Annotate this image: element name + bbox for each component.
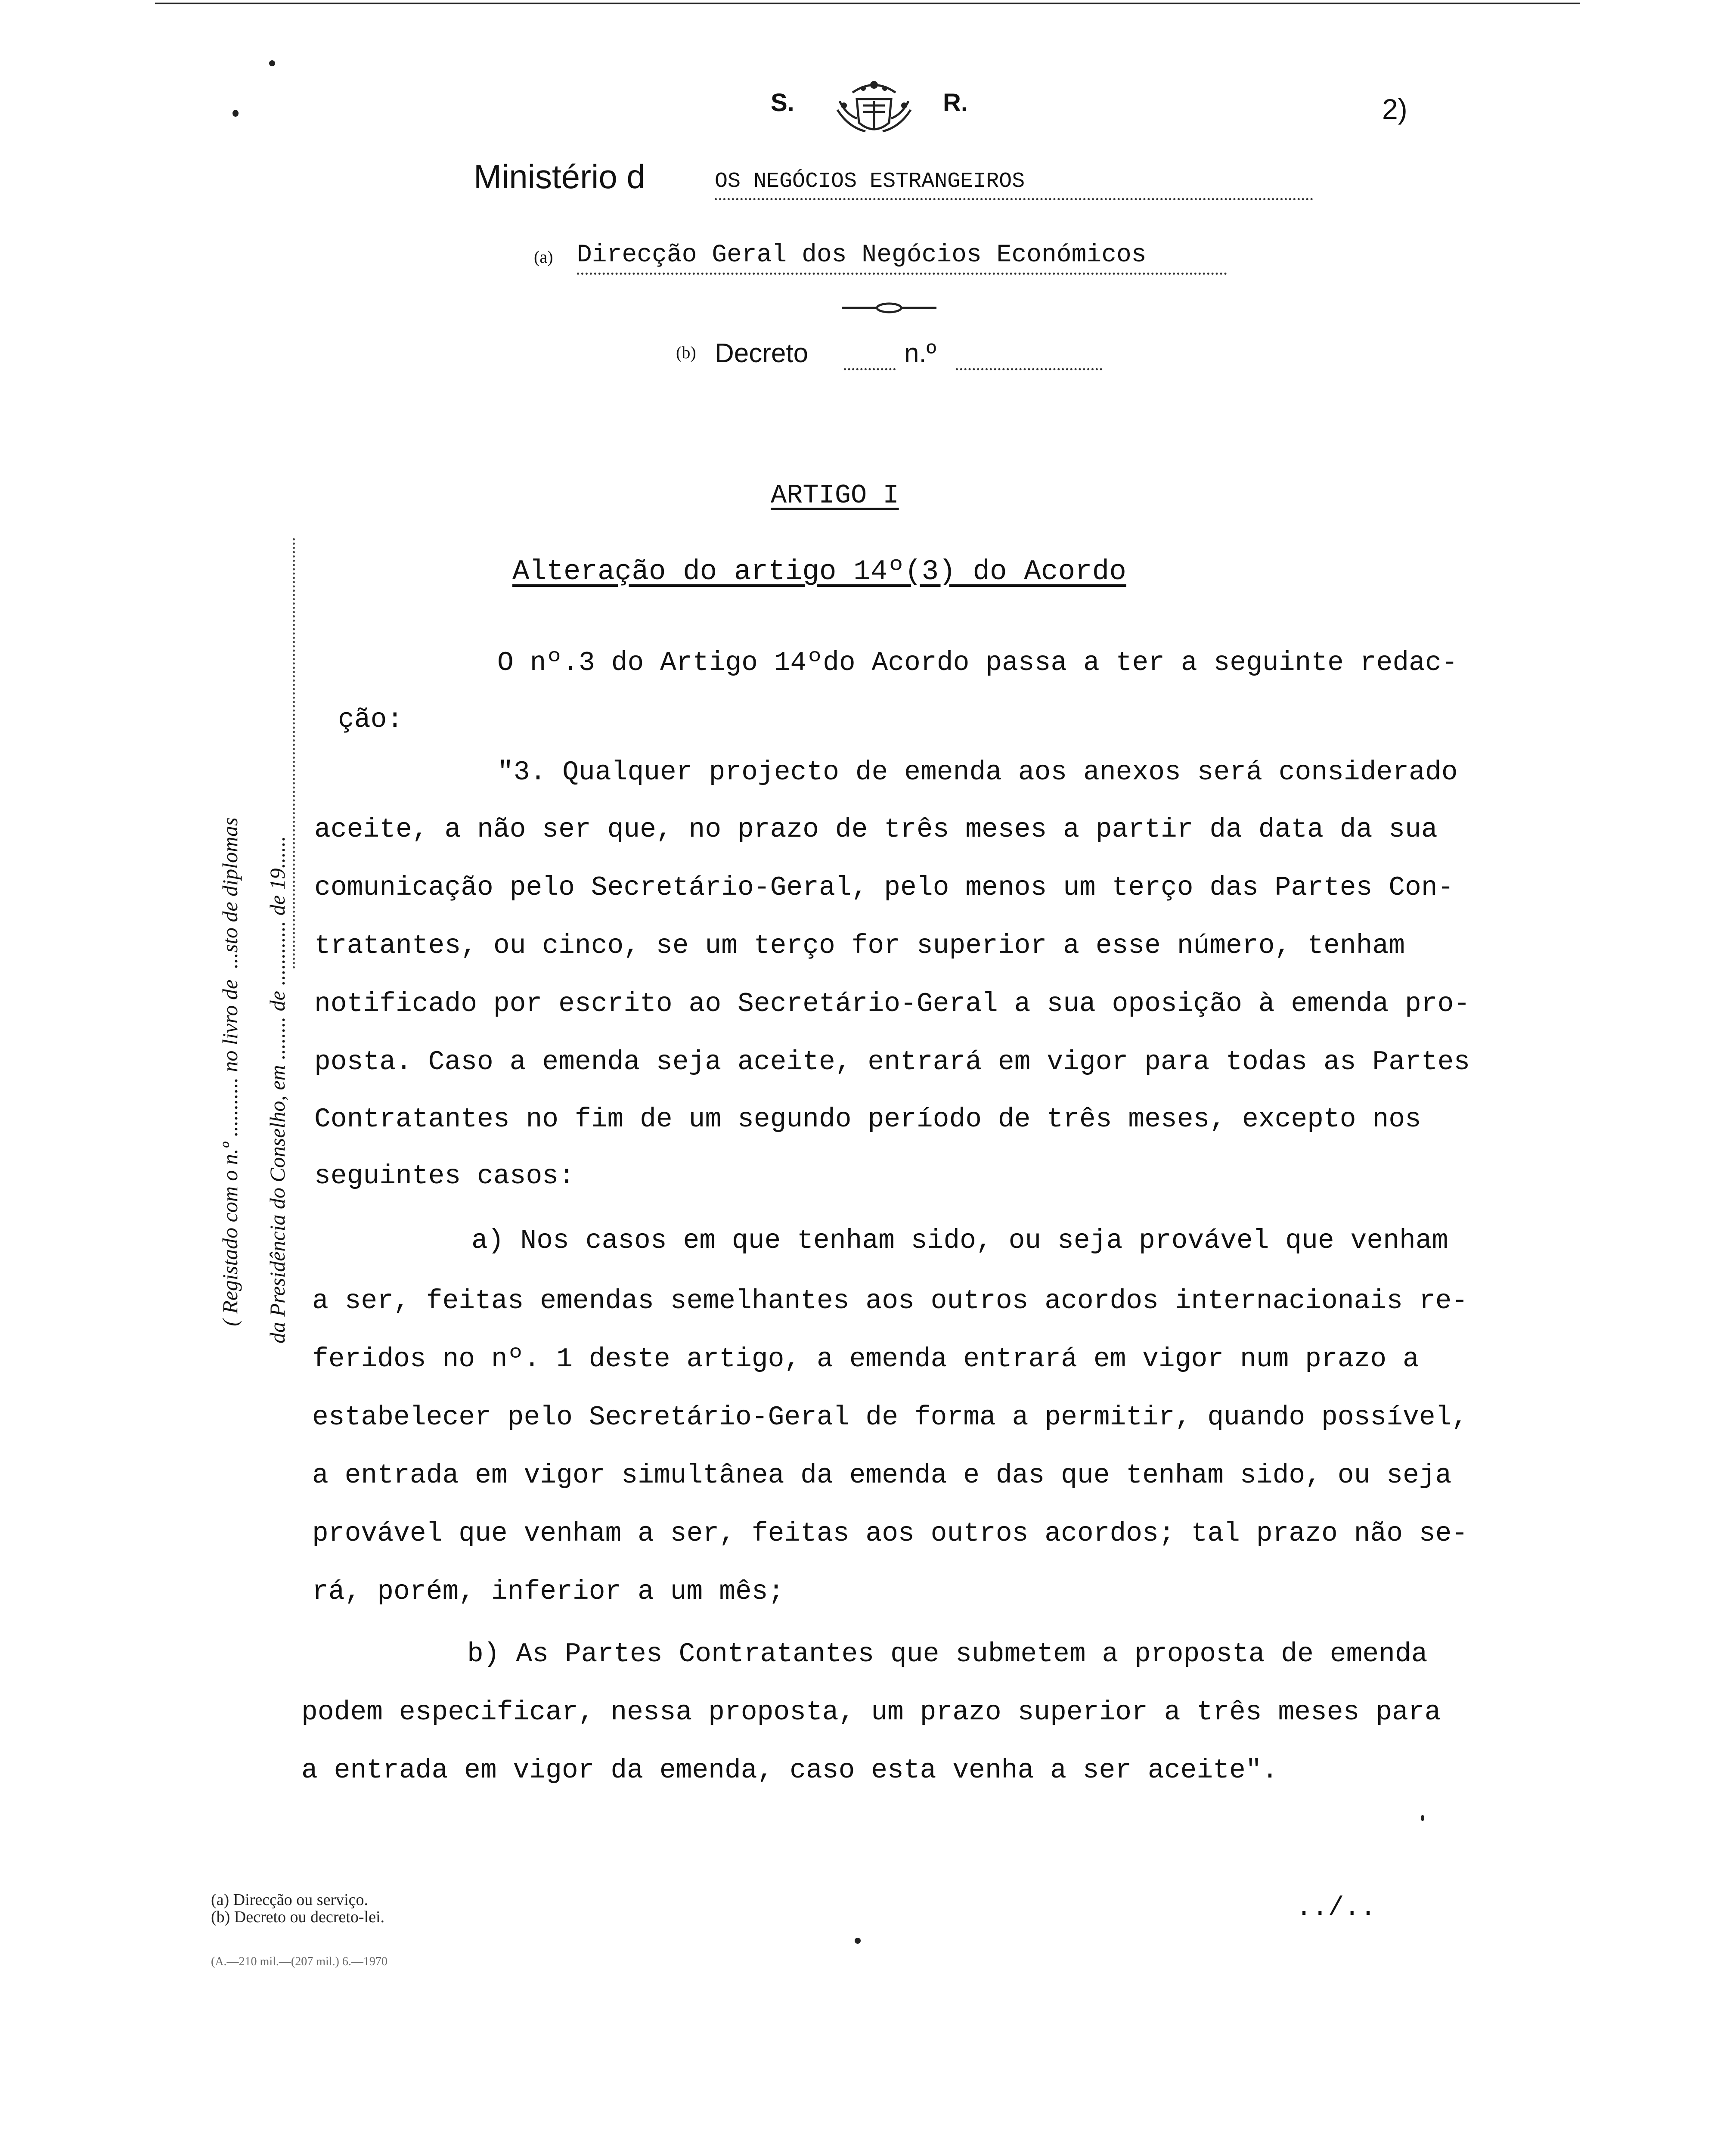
article-subtitle: Alteração do artigo 14º(3) do Acordo	[512, 555, 1126, 588]
decree-line	[676, 338, 1150, 385]
body-line: a entrada em vigor simultânea da emenda e das que tenham sido, ou seja	[312, 1460, 1452, 1491]
directorate-line	[534, 239, 1309, 282]
margin-dotted-line	[293, 538, 295, 969]
ministry-line	[474, 157, 1335, 205]
decree-label: Decreto	[715, 338, 809, 368]
margin-note-presidencia: da Presidência do Conselho, em ........ de ............ de 19......	[265, 836, 289, 1343]
seal-header	[762, 75, 1020, 140]
body-line: b) As Partes Contratantes que submetem a proposta de emenda	[467, 1639, 1428, 1669]
body-line: podem especificar, nessa proposta, um prazo superior a três meses para	[301, 1697, 1441, 1728]
directorate-dotted-line	[577, 273, 1227, 275]
scan-speck	[855, 1938, 861, 1944]
body-line: a entrada em vigor da emenda, caso esta venha a ser aceite".	[301, 1755, 1278, 1786]
body-line: feridos no nº. 1 deste artigo, a emenda entrará em vigor num prazo a	[312, 1344, 1419, 1374]
ornament-divider-icon	[842, 301, 936, 314]
ministry-value: OS NEGÓCIOS ESTRANGEIROS	[715, 169, 1025, 194]
body-line: comunicação pelo Secretário-Geral, pelo menos um terço das Partes Con-	[314, 872, 1454, 903]
body-line: a ser, feitas emendas semelhantes aos outros acordos internacionais re-	[312, 1286, 1468, 1316]
scan-speck	[269, 60, 275, 66]
scan-speck	[232, 110, 239, 117]
ministry-dotted-line	[715, 198, 1313, 200]
decree-number-blank	[956, 368, 1102, 370]
article-title: ARTIGO I	[771, 480, 899, 511]
body-line: O nº.3 do Artigo 14ºdo Acordo passa a ter a seguinte redac-	[497, 648, 1458, 678]
print-code: (A.—210 mil.—(207 mil.) 6.—1970	[211, 1955, 388, 1968]
body-line: provável que venham a ser, feitas aos outros acordos; tal prazo não se-	[312, 1518, 1468, 1549]
body-line: rá, porém, inferior a um mês;	[312, 1576, 784, 1607]
body-line: ção:	[338, 704, 403, 735]
body-line: seguintes casos:	[314, 1161, 575, 1191]
continuation-mark: ../..	[1296, 1892, 1376, 1923]
top-rule	[155, 3, 1580, 4]
body-line: posta. Caso a emenda seja aceite, entrará em vigor para todas as Partes	[314, 1047, 1470, 1077]
body-line: Contratantes no fim de um segundo período de três meses, excepto nos	[314, 1104, 1421, 1135]
body-line: aceite, a não ser que, no prazo de três meses a partir da data da sua	[314, 814, 1438, 845]
body-line: estabelecer pelo Secretário-Geral de forma a permitir, quando possível,	[312, 1402, 1468, 1433]
directorate-value: Direcção Geral dos Negócios Económicos	[577, 241, 1147, 269]
footnote-a: (a) Direcção ou serviço.	[211, 1891, 369, 1909]
body-line: "3. Qualquer projecto de emenda aos anexos será considerado	[497, 757, 1458, 788]
decree-tag: (b)	[676, 343, 696, 362]
directorate-tag: (a)	[534, 247, 553, 267]
seal-letter-s: S.	[771, 89, 794, 117]
ministry-label: Ministério d	[474, 158, 645, 195]
body-line: tratantes, ou cinco, se um terço for superior a esse número, tenham	[314, 931, 1405, 961]
seal-letter-r: R.	[943, 89, 968, 117]
page-number: 2)	[1382, 93, 1407, 125]
body-line: notificado por escrito ao Secretário-Geral a sua oposição à emenda pro-	[314, 989, 1470, 1019]
decree-blank	[844, 368, 896, 370]
scan-speck	[1421, 1815, 1424, 1821]
margin-note-registo: ( Registado com o n.º ........... no livro de ...sto de diplomas	[218, 817, 242, 1326]
decree-number-label: n.º	[904, 338, 936, 368]
coat-of-arms-icon	[827, 75, 921, 140]
body-line: a) Nos casos em que tenham sido, ou seja provável que venham	[471, 1225, 1448, 1256]
footnote-b: (b) Decreto ou decreto-lei.	[211, 1908, 385, 1926]
